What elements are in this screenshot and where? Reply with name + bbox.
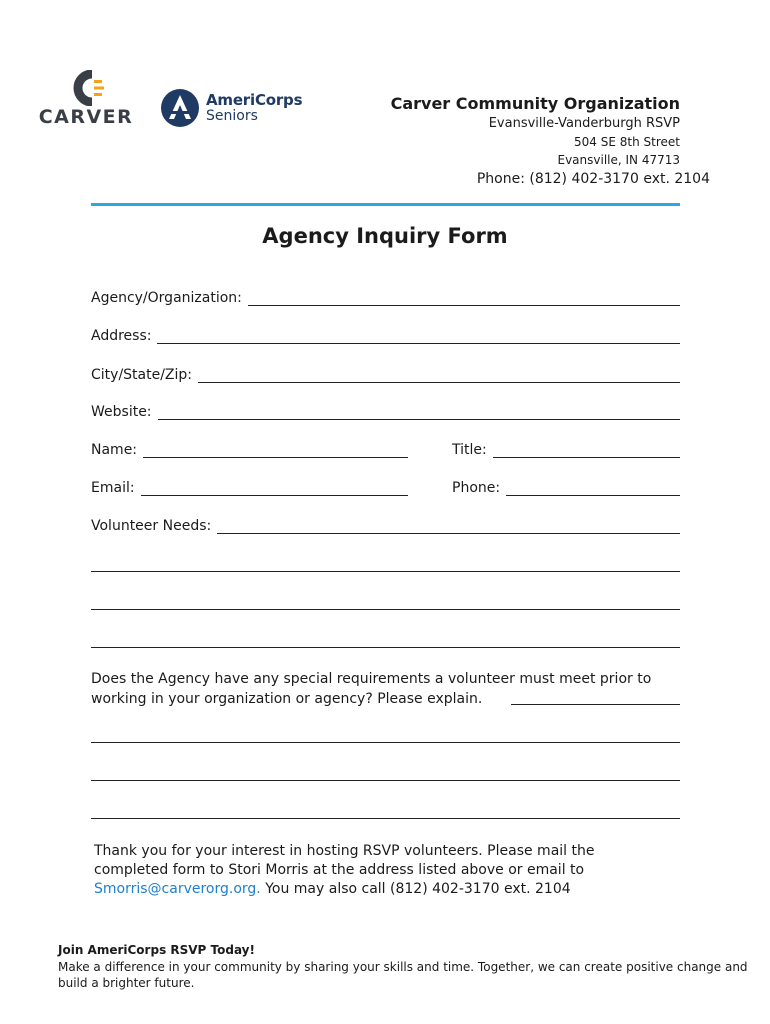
requirements-input-line[interactable] <box>511 704 680 705</box>
thank-you-note <box>94 842 654 899</box>
carver-c-icon <box>68 70 108 106</box>
title-field[interactable] <box>452 442 680 458</box>
requirements-line[interactable] <box>91 780 680 781</box>
americorps-subtitle: Seniors <box>206 108 258 124</box>
city-state-zip-field[interactable] <box>91 367 680 383</box>
org-header <box>390 94 710 187</box>
title-input-line[interactable] <box>493 443 680 458</box>
agency-label: Agency/Organization: <box>91 290 242 306</box>
org-phone: Phone: (812) 402-3170 ext. 2104 <box>476 171 710 187</box>
email-input-line[interactable] <box>141 481 408 496</box>
requirements-line[interactable] <box>91 742 680 743</box>
americorps-seniors-logo <box>160 86 310 132</box>
americorps-name: AmeriCorps <box>206 91 303 109</box>
name-field[interactable] <box>91 442 408 458</box>
volunteer-needs-input-line[interactable] <box>217 519 680 534</box>
name-label: Name: <box>91 442 138 458</box>
org-city: Evansville, IN 47713 <box>557 153 680 167</box>
address-label: Address: <box>91 328 152 344</box>
join-heading: Join AmeriCorps RSVP Today! <box>58 943 255 957</box>
volunteer-needs-field[interactable] <box>91 518 680 534</box>
volunteer-needs-line[interactable] <box>91 647 680 648</box>
volunteer-needs-line[interactable] <box>91 609 680 610</box>
title-label: Title: <box>452 442 487 458</box>
name-input-line[interactable] <box>143 443 408 458</box>
agency-input-line[interactable] <box>248 291 680 306</box>
org-street: 504 SE 8th Street <box>574 135 680 149</box>
phone-input-line[interactable] <box>506 481 680 496</box>
join-text: Make a difference in your community by sharing your skills and time. Together, we can create positive change and build a brighter future. <box>58 960 748 990</box>
city-state-zip-input-line[interactable] <box>198 368 680 383</box>
org-name: Carver Community Organization <box>390 94 680 113</box>
org-program: Evansville-Vanderburgh RSVP <box>488 116 680 131</box>
website-field[interactable] <box>91 404 680 420</box>
phone-field[interactable] <box>452 480 680 496</box>
phone-label: Phone: <box>452 480 501 496</box>
carver-logo <box>38 70 134 130</box>
carver-wordmark: CARVER <box>38 106 134 128</box>
email-label: Email: <box>91 480 135 496</box>
thank-you-text: Thank you for your interest in hosting RSVP volunteers. Please mail the completed form to Stori Morris at the address listed above or email to <box>94 843 595 878</box>
header-divider <box>91 203 680 206</box>
requirements-question: Does the Agency have any special requirements a volunteer must meet prior to working in your organization or agency? Please explain. <box>91 671 652 707</box>
address-input-line[interactable] <box>157 329 680 344</box>
requirements-line[interactable] <box>91 818 680 819</box>
agency-field[interactable] <box>91 290 680 306</box>
email-field[interactable] <box>91 480 408 496</box>
volunteer-needs-line[interactable] <box>91 571 680 572</box>
city-state-zip-label: City/State/Zip: <box>91 367 193 383</box>
website-input-line[interactable] <box>158 405 680 420</box>
contact-email-link[interactable]: Smorris@carverorg.org. <box>94 881 261 897</box>
form-title: Agency Inquiry Form <box>262 224 508 248</box>
thank-you-call-text: You may also call (812) 402-3170 ext. 2104 <box>260 881 571 897</box>
volunteer-needs-label: Volunteer Needs: <box>91 518 212 534</box>
address-field[interactable] <box>91 328 680 344</box>
website-label: Website: <box>91 404 152 420</box>
americorps-a-icon <box>160 88 200 128</box>
